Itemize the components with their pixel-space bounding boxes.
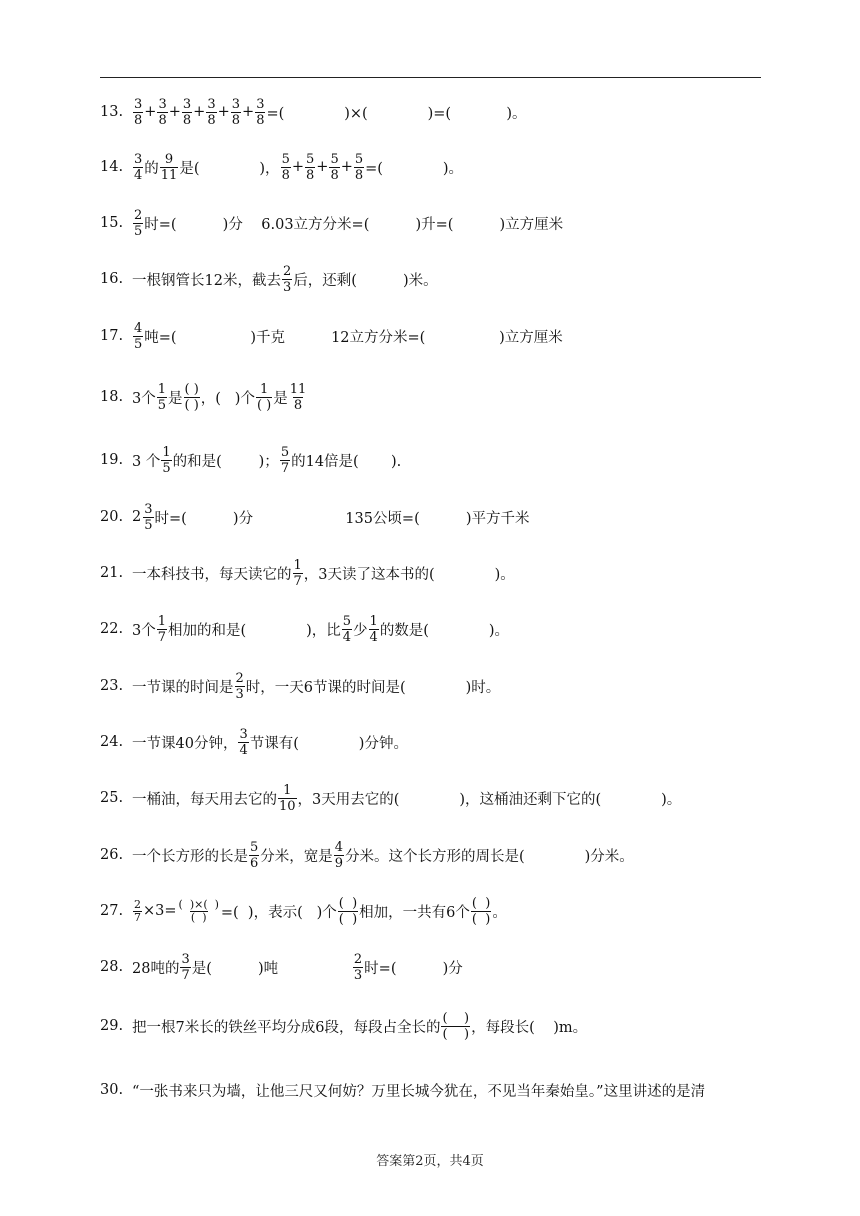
- question-16: [100, 259, 438, 299]
- fraction-denominator: ( ): [471, 911, 491, 927]
- fraction-numerator: 3: [181, 951, 190, 967]
- fraction: [133, 899, 142, 924]
- fraction-numerator: 1: [283, 782, 292, 798]
- question-text: 是( )吨: [191, 960, 352, 977]
- fraction: [278, 783, 297, 814]
- fraction: [160, 152, 179, 183]
- fraction: [256, 382, 272, 413]
- question-number: 30.: [100, 1082, 124, 1098]
- question-text: 少: [353, 622, 368, 639]
- mixed-number-whole: 2: [132, 509, 142, 525]
- question-number: 18.: [100, 389, 124, 405]
- fraction-denominator: 8: [306, 167, 315, 183]
- question-text: 一节课的时间是: [132, 679, 234, 696]
- question-21: [100, 553, 515, 593]
- question-text: 相加，一共有6个: [359, 904, 470, 921]
- question-text: +: [242, 104, 255, 120]
- fraction: [338, 896, 358, 927]
- question-text: 分米。这个长方形的周长是( )分米。: [345, 848, 634, 865]
- fraction-denominator: 3: [353, 967, 363, 983]
- header-rule: [100, 77, 761, 78]
- question-text: 时，一天6节课的时间是( )时。: [245, 679, 501, 696]
- question-20: [100, 497, 529, 537]
- question-text: 3个: [132, 390, 156, 407]
- fraction: [289, 382, 308, 413]
- fraction: [369, 614, 379, 645]
- question-number: 19.: [100, 452, 124, 468]
- fraction-denominator: 5: [162, 460, 171, 476]
- question-number: 27.: [100, 903, 124, 919]
- fraction: [231, 97, 241, 128]
- question-30: [100, 1070, 705, 1110]
- fraction-denominator: 10: [279, 798, 296, 814]
- fraction-denominator: ( ): [256, 397, 272, 413]
- fraction: [184, 382, 200, 413]
- question-number: 14.: [100, 159, 124, 175]
- page-footer: 答案第2页，共4页: [376, 1154, 484, 1169]
- fraction-numerator: 2: [235, 670, 244, 686]
- fraction-denominator: 4: [134, 167, 143, 183]
- fraction-numerator: ( ): [338, 895, 358, 911]
- question-text: ×3=: [143, 903, 177, 919]
- question-number: 28.: [100, 959, 124, 975]
- question-number: 20.: [100, 509, 124, 525]
- question-text: 一节课40分钟，: [132, 735, 238, 752]
- fraction-numerator: 11: [289, 381, 307, 397]
- fraction-denominator: 6: [250, 855, 259, 871]
- fraction-numerator: 5: [280, 444, 290, 460]
- question-text: 一根钢管长12米，截去: [132, 272, 281, 289]
- fraction: [157, 382, 167, 413]
- question-text: ，每段长( )m。: [471, 1019, 588, 1036]
- question-text: 是: [168, 390, 183, 407]
- fraction-denominator: 8: [207, 112, 216, 128]
- question-text: ，( )个: [200, 390, 255, 407]
- fraction-numerator: 1: [162, 444, 171, 460]
- fraction-numerator: ( ): [184, 381, 199, 397]
- question-number: 23.: [100, 678, 124, 694]
- question-number: 25.: [100, 790, 124, 806]
- question-23: [100, 666, 500, 706]
- fraction-denominator: 4: [239, 742, 248, 758]
- question-text: 一个长方形的长是: [132, 848, 248, 865]
- fraction-numerator: 5: [330, 151, 339, 167]
- fraction-numerator: 1: [259, 381, 269, 397]
- question-text: =( )×( )=( )。: [266, 105, 527, 122]
- question-text: 节课有( )分钟。: [249, 735, 408, 752]
- question-text: 吨=( )千克 12立方分米=( )立方厘米: [144, 329, 563, 346]
- fraction-numerator: 3: [144, 501, 153, 517]
- fraction-denominator: 8: [256, 112, 265, 128]
- fraction: [329, 152, 339, 183]
- question-text: 一桶油，每天用去它的: [132, 791, 277, 808]
- fraction: [342, 614, 352, 645]
- fraction-numerator: 2: [282, 263, 292, 279]
- fraction-denominator: 5: [134, 336, 143, 352]
- question-text: +: [316, 159, 329, 175]
- fraction: [305, 152, 315, 183]
- question-text: 3个: [132, 622, 156, 639]
- question-28: [100, 947, 463, 987]
- fraction-numerator: 5: [250, 839, 259, 855]
- fraction-denominator: 7: [157, 629, 167, 645]
- fraction: [206, 97, 216, 128]
- fraction-numerator: 5: [354, 151, 364, 167]
- fraction-numerator: 3: [134, 151, 143, 167]
- question-number: 15.: [100, 215, 124, 231]
- question-text: =( )。: [365, 160, 464, 177]
- fraction-denominator: 8: [182, 112, 192, 128]
- fraction-numerator: 5: [342, 613, 352, 629]
- fraction: [133, 97, 143, 128]
- fraction: [471, 896, 491, 927]
- question-text: +: [168, 104, 181, 120]
- question-text: “一张书来只为墙，让他三尺又何妨？万里长城今犹在，不见当年秦始皇。”这里讲述的是清: [132, 1083, 706, 1100]
- fraction: [180, 952, 190, 983]
- question-19: [100, 440, 401, 480]
- fraction-numerator: 3: [239, 726, 248, 742]
- question-text: +: [291, 159, 304, 175]
- fraction: [133, 208, 143, 239]
- fraction-denominator: 5: [157, 397, 167, 413]
- fraction-denominator: 8: [158, 112, 167, 128]
- question-25: [100, 778, 681, 818]
- fraction-numerator: 1: [157, 381, 167, 397]
- question-text: 分米，宽是: [260, 848, 333, 865]
- fraction-numerator: 1: [369, 613, 378, 629]
- fraction-numerator: 2: [134, 207, 143, 223]
- fraction-denominator: 5: [144, 517, 153, 533]
- fraction: [143, 502, 153, 533]
- fraction-numerator: 3: [158, 96, 167, 112]
- fraction: [354, 152, 364, 183]
- fraction-numerator: 4: [134, 320, 143, 336]
- fraction-numerator: 3: [231, 96, 241, 112]
- question-text: 时=( )分 6.03立方分米=( )升=( )立方厘米: [144, 216, 564, 233]
- fraction-denominator: 4: [342, 629, 352, 645]
- question-17: [100, 316, 563, 356]
- fraction: [133, 321, 143, 352]
- fraction-denominator: 7: [134, 910, 141, 924]
- question-text: 相加的和是( )，比: [168, 622, 341, 639]
- fraction: [334, 840, 344, 871]
- question-18: [100, 377, 308, 417]
- fraction: [441, 1011, 470, 1042]
- question-number: 21.: [100, 565, 124, 581]
- fraction: [182, 97, 192, 128]
- question-text: 时=( )分: [364, 960, 463, 977]
- fraction-numerator: 2: [134, 897, 141, 911]
- fraction: [255, 97, 265, 128]
- question-14: [100, 147, 463, 187]
- fraction-denominator: 7: [181, 967, 190, 983]
- fraction-numerator: 1: [293, 557, 302, 573]
- fraction-numerator: 3: [207, 96, 216, 112]
- fraction-denominator: 3: [282, 279, 292, 295]
- question-text: 3 个: [132, 453, 161, 470]
- question-text: 。: [492, 904, 507, 921]
- question-text: 一本科技书，每天读它的: [132, 566, 292, 583]
- question-number: 29.: [100, 1018, 124, 1034]
- fraction-numerator: 2: [353, 951, 363, 967]
- question-text: ，3天用去它的( )，这桶油还剩下它的( )。: [297, 791, 682, 808]
- question-number: 16.: [100, 271, 124, 287]
- fraction-numerator: 3: [182, 96, 192, 112]
- fraction-numerator: 3: [134, 96, 143, 112]
- fraction-denominator: 3: [235, 686, 244, 702]
- question-text: 的和是( )；: [172, 453, 279, 470]
- fraction-denominator: 7: [293, 573, 302, 589]
- fraction: [178, 899, 220, 924]
- question-number: 22.: [100, 621, 124, 637]
- fraction: [280, 445, 290, 476]
- question-number: 13.: [100, 104, 124, 120]
- fraction-denominator: ( ): [184, 397, 199, 413]
- fraction-numerator: 5: [306, 151, 315, 167]
- question-text: +: [144, 104, 157, 120]
- fraction: [293, 558, 303, 589]
- fraction-denominator: 7: [280, 460, 290, 476]
- question-27: [100, 891, 507, 931]
- question-text: +: [340, 159, 353, 175]
- fraction-denominator: 8: [330, 167, 339, 183]
- question-text: 是: [273, 390, 288, 407]
- fraction: [238, 727, 248, 758]
- fraction-numerator: 4: [334, 839, 344, 855]
- question-text: 是( )，: [179, 160, 280, 177]
- fraction-denominator: ( ): [442, 1026, 470, 1042]
- fraction-numerator: ( ): [471, 895, 491, 911]
- fraction-numerator: ( ): [442, 1010, 470, 1026]
- fraction: [133, 152, 143, 183]
- fraction-denominator: 4: [369, 629, 378, 645]
- fraction-numerator: 5: [281, 151, 290, 167]
- fraction-denominator: 8: [231, 112, 241, 128]
- fraction-numerator: 3: [256, 96, 265, 112]
- question-text: +: [217, 104, 230, 120]
- fraction: [249, 840, 259, 871]
- fraction: [157, 97, 167, 128]
- question-text: 的: [144, 160, 159, 177]
- question-22: [100, 609, 509, 649]
- question-number: 24.: [100, 734, 124, 750]
- fraction-denominator: 8: [134, 112, 143, 128]
- question-15: [100, 203, 563, 243]
- fraction-denominator: ( ): [190, 910, 207, 924]
- fraction: [157, 614, 167, 645]
- fraction: [161, 445, 171, 476]
- question-text: 把一根7米长的铁丝平均分成6段，每段占全长的: [132, 1019, 441, 1036]
- fraction-denominator: 8: [354, 167, 364, 183]
- fraction-denominator: 5: [134, 223, 143, 239]
- fraction-denominator: 11: [160, 167, 178, 183]
- question-24: [100, 722, 408, 762]
- fraction-denominator: 8: [293, 397, 303, 413]
- fraction-numerator: ( )×( ): [178, 897, 219, 911]
- fraction: [235, 671, 245, 702]
- question-text: 的14倍是( ).: [291, 453, 402, 470]
- fraction-numerator: 1: [157, 613, 167, 629]
- question-26: [100, 835, 634, 875]
- question-text: 28吨的: [132, 960, 180, 977]
- fraction-denominator: 9: [334, 855, 344, 871]
- question-13: [100, 92, 527, 132]
- question-number: 17.: [100, 328, 124, 344]
- question-text: +: [193, 104, 206, 120]
- question-29: [100, 1006, 587, 1046]
- fraction: [353, 952, 363, 983]
- fraction: [281, 152, 291, 183]
- fraction-denominator: 8: [281, 167, 290, 183]
- fraction-numerator: 9: [164, 151, 174, 167]
- fraction: [282, 264, 292, 295]
- fraction-denominator: ( ): [338, 911, 358, 927]
- question-text: 的数是( )。: [379, 622, 510, 639]
- question-text: =( )，表示( )个: [220, 904, 337, 921]
- question-number: 26.: [100, 847, 124, 863]
- question-text: ，3天读了这本书的( )。: [303, 566, 515, 583]
- question-text: 后，还剩( )米。: [293, 272, 438, 289]
- question-text: 时=( )分 135公顷=( )平方千米: [154, 510, 530, 527]
